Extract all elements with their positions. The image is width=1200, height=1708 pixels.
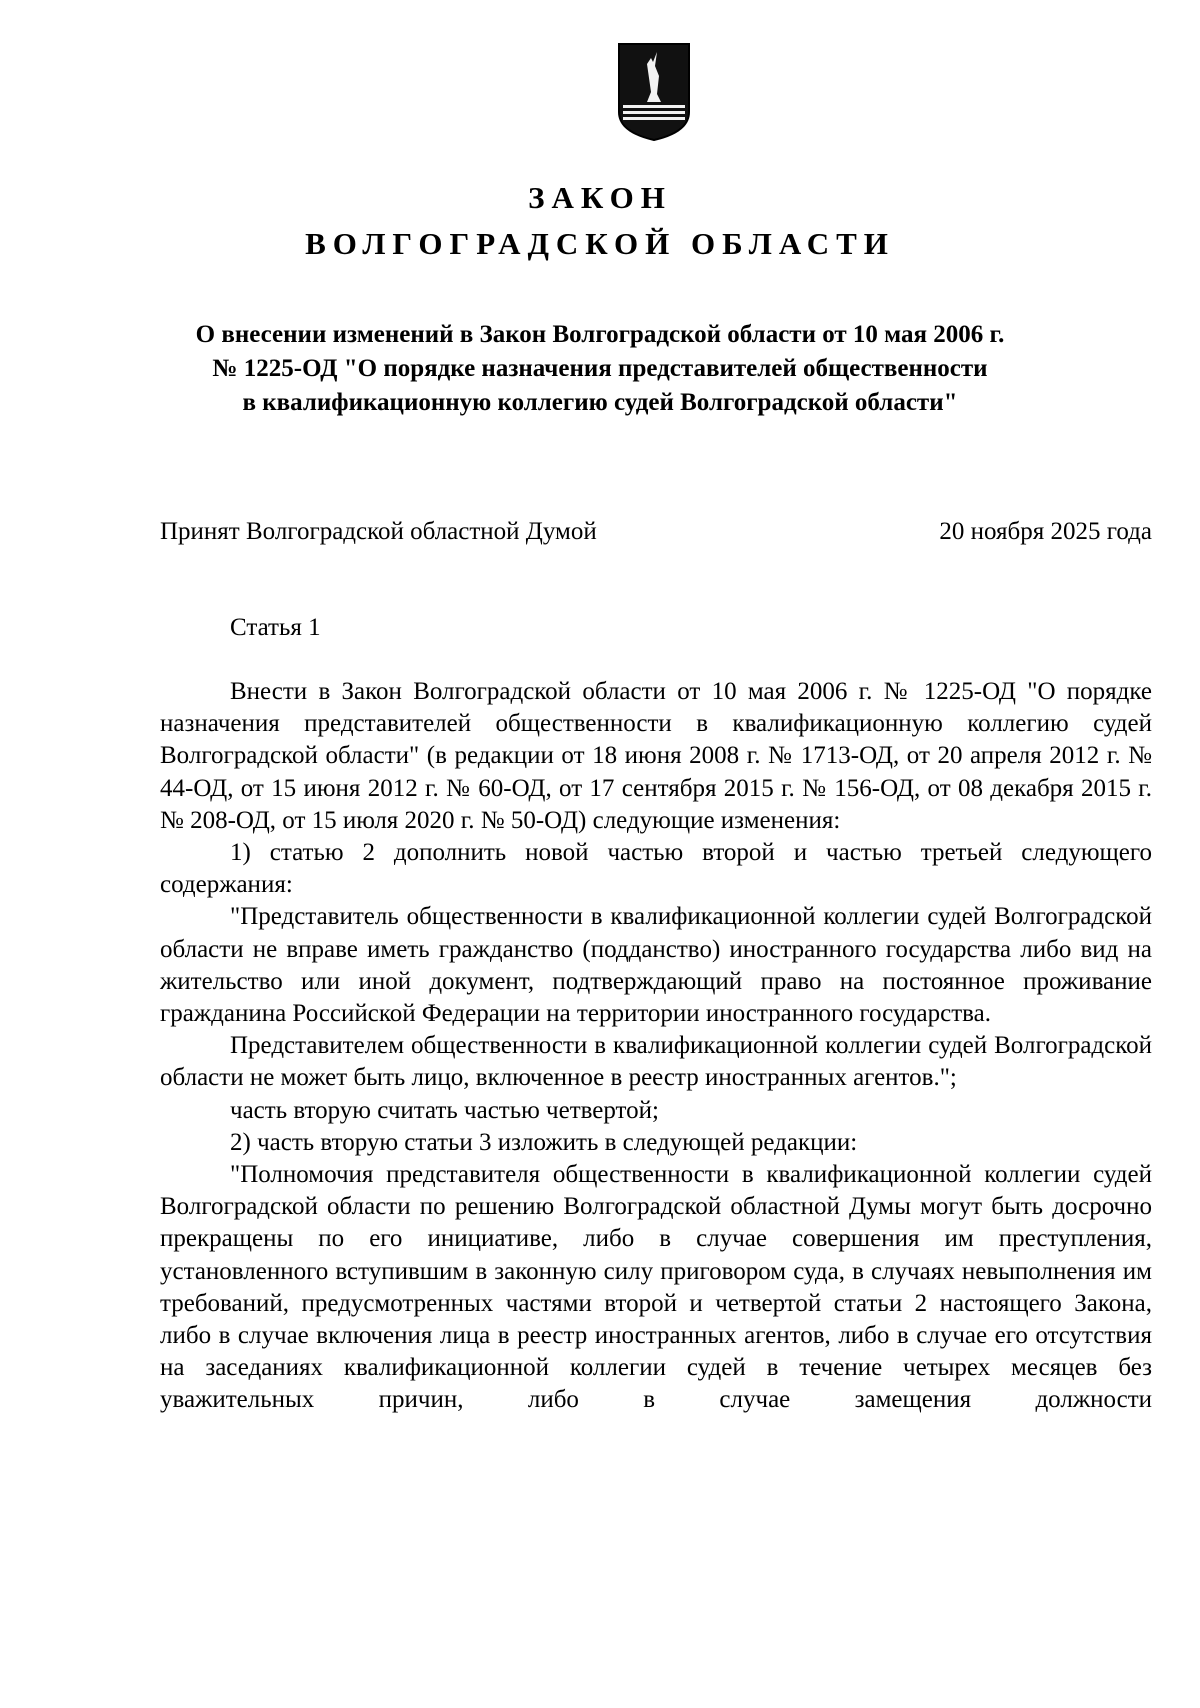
document-title-region: ВОЛГОГРАДСКОЙ ОБЛАСТИ [305, 226, 895, 261]
adoption-line [160, 518, 1152, 546]
adopted-by: Принят Волгоградской областной Думой [160, 518, 597, 545]
law-subject-line: О внесении изменений в Закон Волгоградской области от 10 мая 2006 г. [195, 321, 1005, 348]
document-title-law: ЗАКОН [528, 180, 672, 215]
volgograd-coat-of-arms-icon [617, 42, 691, 142]
law-subject-line: в квалификационную коллегию судей Волгоградской области" [242, 389, 958, 416]
body-paragraph: 2) часть вторую статьи 3 изложить в следующей редакции: [230, 1128, 858, 1156]
body-paragraph: "Полномочия представителя общественности в квалификационной коллегии судей Волгоградской области по решению Волгоградской областной Думы могут быть досрочно прекращены по его инициативе, либо в случае совершения им преступления, установленного вступившим в законную силу приговором суда, в случаях невыполнения им требований, предусмотренных частями второй и четвертой статьи 2 настоящего Закона, либо в случае включения лица в реестр иностранных агентов, либо в случае его отсутствия на заседаниях квалификационной коллегии судей в течение четырех месяцев без уважительных причин, либо в случае замещения должности [160, 1161, 1152, 1414]
article-body [160, 676, 1152, 1417]
body-paragraph: Внести в Закон Волгоградской области от 10 мая 2006 г. № 1225-ОД "О порядке назначения представителей общественности в квалификационную коллегию судей Волгоградской области" (в редакции от 18 июня 2008 г. № 1713-ОД, от 20 апреля 2012 г. № 44-ОД, от 15 июня 2012 г. № 60-ОД, от 17 сентября 2015 г. № 156-ОД, от 08 декабря 2015 г. № 208-ОД, от 15 июля 2020 г. № 50-ОД) следующие изменения: [160, 678, 1152, 834]
article-heading: Статья 1 [230, 614, 321, 641]
adoption-date: 20 ноября 2025 года [939, 518, 1152, 545]
law-subject [150, 318, 1050, 420]
body-paragraph: часть вторую считать частью четвертой; [230, 1096, 659, 1124]
body-paragraph: 1) статью 2 дополнить новой частью второй и частью третьей следующего содержания: [160, 839, 1152, 899]
body-paragraph: Представителем общественности в квалификационной коллегии судей Волгоградской области не может быть лицо, включенное в реестр иностранных агентов."; [160, 1032, 1152, 1092]
body-paragraph: "Представитель общественности в квалификационной коллегии судей Волгоградской области не вправе иметь гражданство (подданство) иностранного государства либо вид на жительство или иной документ, подтверждающий право на постоянное проживание гражданина Российской Федерации на территории иностранного государства. [160, 903, 1152, 1028]
law-subject-line: № 1225-ОД "О порядке назначения представителей общественности [212, 355, 988, 382]
